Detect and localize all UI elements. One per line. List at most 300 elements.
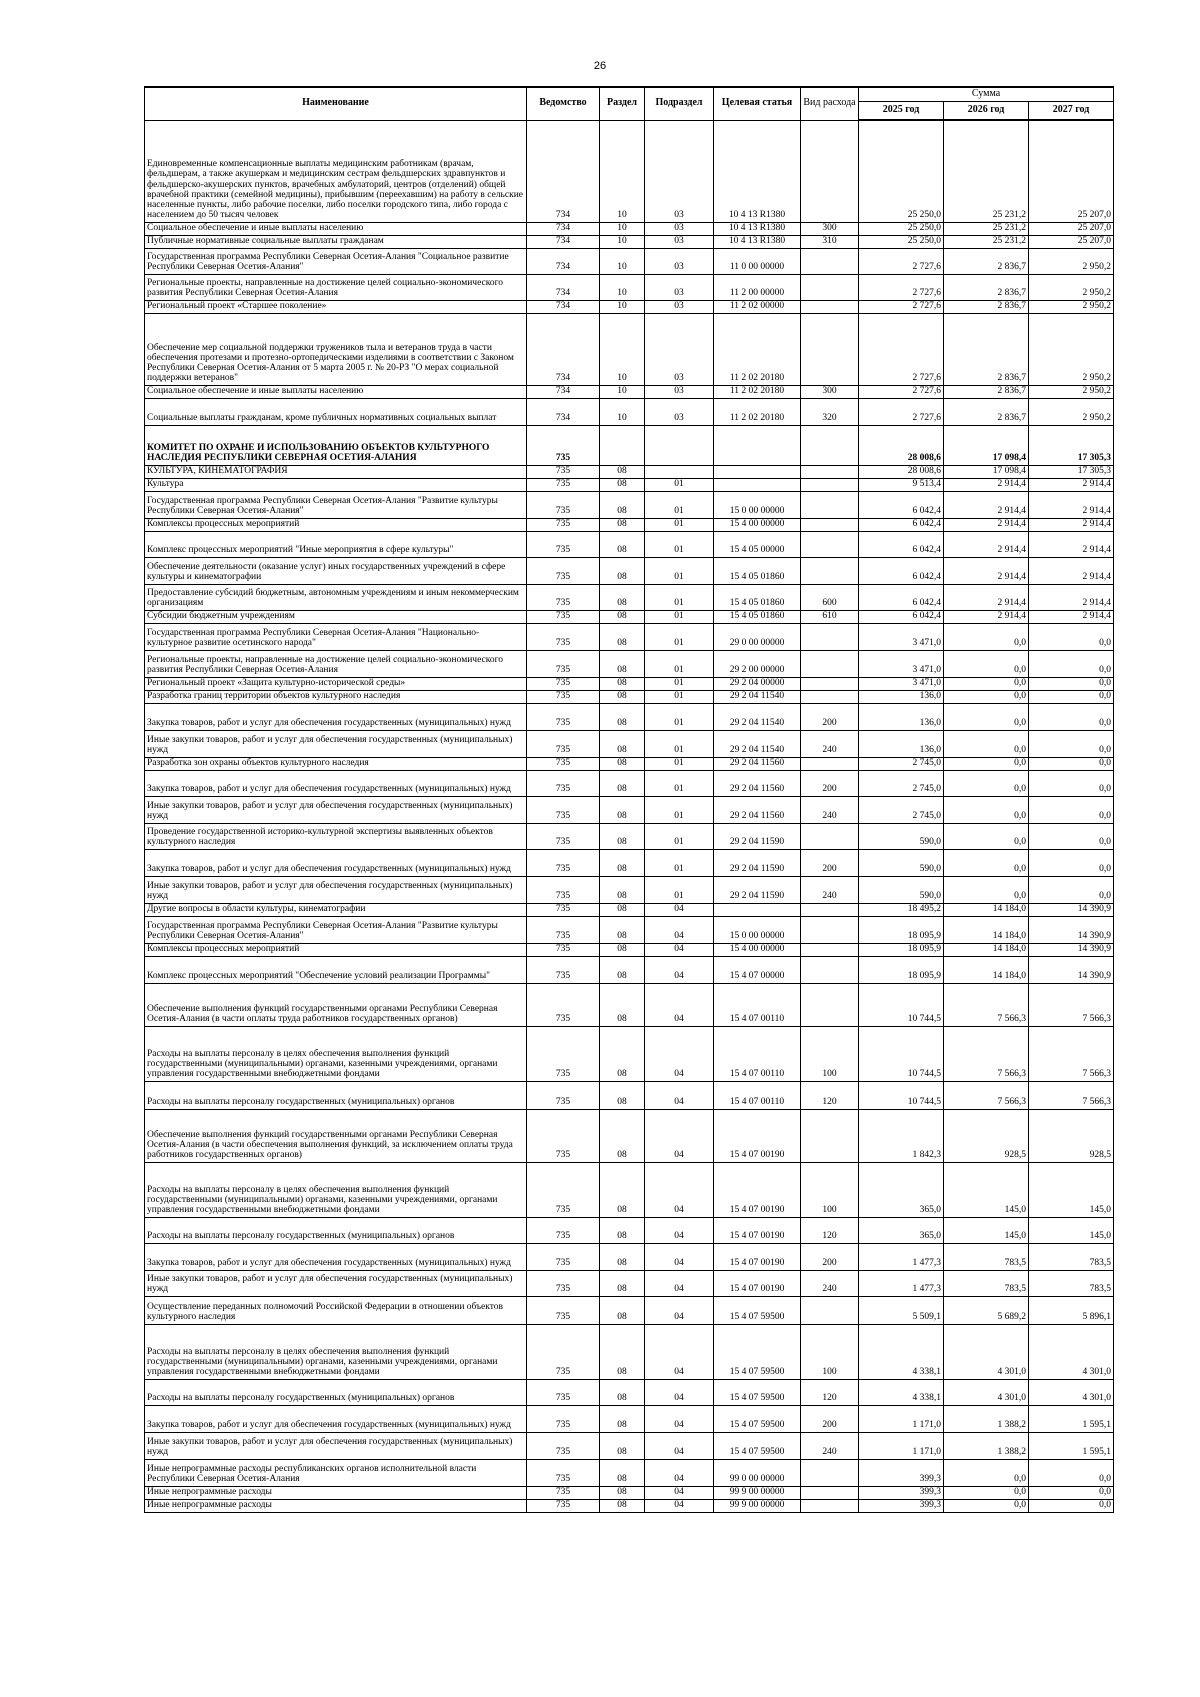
cell-sum-2025: 2 745,0 xyxy=(859,770,944,796)
cell-sum-2026: 7 566,3 xyxy=(944,1026,1029,1081)
cell-podrazdel: 04 xyxy=(645,1459,714,1486)
cell-vr xyxy=(801,650,859,677)
cell-vr xyxy=(801,757,859,770)
cell-sum-2026: 0,0 xyxy=(944,677,1029,690)
cell-sum-2027: 5 896,1 xyxy=(1029,1296,1114,1324)
cell-razdel: 10 xyxy=(600,222,645,235)
cell-podrazdel xyxy=(645,425,714,465)
cell-sum-2026: 0,0 xyxy=(944,757,1029,770)
cell-podrazdel: 01 xyxy=(645,770,714,796)
cell-podrazdel: 04 xyxy=(645,1405,714,1432)
cell-vr xyxy=(801,823,859,849)
cell-razdel: 08 xyxy=(600,650,645,677)
cell-csr: 29 2 04 11540 xyxy=(714,703,801,730)
cell-sum-2026: 2 914,4 xyxy=(944,584,1029,610)
cell-sum-2027: 145,0 xyxy=(1029,1217,1114,1243)
cell-csr: 99 9 00 00000 xyxy=(714,1499,801,1512)
cell-sum-2027: 783,5 xyxy=(1029,1270,1114,1296)
table-row xyxy=(145,1499,1114,1512)
cell-sum-2026: 7 566,3 xyxy=(944,1081,1029,1109)
cell-sum-2026: 2 836,7 xyxy=(944,398,1029,425)
cell-podrazdel: 01 xyxy=(645,650,714,677)
cell-razdel: 10 xyxy=(600,248,645,274)
table-row xyxy=(145,274,1114,300)
cell-vr: 320 xyxy=(801,398,859,425)
cell-ved: 735 xyxy=(527,757,600,770)
cell-name: КУЛЬТУРА, КИНЕМАТОГРАФИЯ xyxy=(145,465,527,478)
cell-vr: 240 xyxy=(801,1270,859,1296)
cell-vr: 240 xyxy=(801,1432,859,1459)
cell-ved: 735 xyxy=(527,1270,600,1296)
cell-csr: 15 4 07 59500 xyxy=(714,1405,801,1432)
cell-name: Региональный проект «Старшее поколение» xyxy=(145,300,527,313)
cell-sum-2026: 0,0 xyxy=(944,623,1029,650)
cell-podrazdel: 01 xyxy=(645,478,714,491)
cell-podrazdel: 01 xyxy=(645,491,714,518)
cell-sum-2027: 2 950,2 xyxy=(1029,274,1114,300)
header-ved: Ведомство xyxy=(527,87,600,120)
cell-vr xyxy=(801,1459,859,1486)
cell-csr: 11 0 00 00000 xyxy=(714,248,801,274)
header-podrazdel: Подраздел xyxy=(645,87,714,120)
cell-ved: 735 xyxy=(527,823,600,849)
cell-sum-2027: 2 914,4 xyxy=(1029,491,1114,518)
cell-sum-2027: 25 207,0 xyxy=(1029,222,1114,235)
table-row xyxy=(145,1432,1114,1459)
cell-vr xyxy=(801,313,859,385)
cell-sum-2026: 2 914,4 xyxy=(944,518,1029,531)
cell-razdel: 08 xyxy=(600,956,645,983)
cell-vr: 300 xyxy=(801,385,859,398)
cell-sum-2027: 0,0 xyxy=(1029,796,1114,823)
cell-razdel: 10 xyxy=(600,120,645,222)
cell-name: Региональные проекты, направленные на достижение целей социально-экономического развития Республики Северная Осетия-Алания xyxy=(145,650,527,677)
cell-csr: 29 2 00 00000 xyxy=(714,650,801,677)
cell-sum-2027: 0,0 xyxy=(1029,849,1114,876)
cell-ved: 734 xyxy=(527,313,600,385)
cell-csr: 29 2 04 11540 xyxy=(714,690,801,703)
cell-sum-2027: 2 950,2 xyxy=(1029,248,1114,274)
cell-sum-2027: 928,5 xyxy=(1029,1109,1114,1162)
cell-ved: 735 xyxy=(527,703,600,730)
cell-sum-2027: 2 950,2 xyxy=(1029,385,1114,398)
cell-podrazdel: 04 xyxy=(645,1486,714,1499)
cell-sum-2025: 399,3 xyxy=(859,1486,944,1499)
cell-csr: 15 4 07 00190 xyxy=(714,1217,801,1243)
cell-csr: 15 0 00 00000 xyxy=(714,916,801,943)
cell-sum-2026: 17 098,4 xyxy=(944,465,1029,478)
cell-podrazdel: 03 xyxy=(645,398,714,425)
cell-vr: 200 xyxy=(801,703,859,730)
cell-csr: 29 2 04 11590 xyxy=(714,876,801,903)
cell-sum-2027: 0,0 xyxy=(1029,1486,1114,1499)
cell-razdel: 08 xyxy=(600,1432,645,1459)
cell-sum-2025: 6 042,4 xyxy=(859,518,944,531)
cell-vr xyxy=(801,983,859,1026)
cell-name: Закупка товаров, работ и услуг для обеспечения государственных (муниципальных) нужд xyxy=(145,1405,527,1432)
cell-podrazdel: 01 xyxy=(645,849,714,876)
cell-ved: 735 xyxy=(527,1109,600,1162)
cell-name: Иные закупки товаров, работ и услуг для обеспечения государственных (муниципальных) нужд xyxy=(145,730,527,757)
cell-podrazdel: 04 xyxy=(645,1379,714,1405)
cell-sum-2025: 6 042,4 xyxy=(859,531,944,557)
cell-name: Иные непрограммные расходы xyxy=(145,1499,527,1512)
table-row xyxy=(145,1270,1114,1296)
cell-ved: 735 xyxy=(527,876,600,903)
cell-razdel: 08 xyxy=(600,1081,645,1109)
cell-sum-2027: 14 390,9 xyxy=(1029,916,1114,943)
cell-sum-2026: 2 836,7 xyxy=(944,385,1029,398)
table-row xyxy=(145,1026,1114,1081)
cell-sum-2025: 2 727,6 xyxy=(859,274,944,300)
cell-razdel: 08 xyxy=(600,903,645,916)
cell-razdel: 08 xyxy=(600,757,645,770)
cell-vr: 100 xyxy=(801,1026,859,1081)
cell-csr: 29 0 00 00000 xyxy=(714,623,801,650)
cell-podrazdel: 04 xyxy=(645,1499,714,1512)
table-row xyxy=(145,465,1114,478)
page-number: 26 xyxy=(593,60,607,72)
cell-csr: 29 2 04 11590 xyxy=(714,849,801,876)
cell-vr: 300 xyxy=(801,222,859,235)
cell-ved: 735 xyxy=(527,1459,600,1486)
cell-sum-2027: 2 914,4 xyxy=(1029,557,1114,584)
cell-name: Закупка товаров, работ и услуг для обеспечения государственных (муниципальных) нужд xyxy=(145,1243,527,1270)
table-row xyxy=(145,1162,1114,1217)
cell-sum-2027: 0,0 xyxy=(1029,1499,1114,1512)
cell-razdel: 08 xyxy=(600,1162,645,1217)
cell-vr: 600 xyxy=(801,584,859,610)
cell-csr: 99 9 00 00000 xyxy=(714,1486,801,1499)
cell-ved: 735 xyxy=(527,943,600,956)
cell-sum-2026: 0,0 xyxy=(944,823,1029,849)
cell-razdel: 08 xyxy=(600,1217,645,1243)
cell-sum-2027: 2 950,2 xyxy=(1029,300,1114,313)
cell-sum-2027: 25 207,0 xyxy=(1029,120,1114,222)
cell-sum-2027: 0,0 xyxy=(1029,650,1114,677)
cell-name: Комплексы процессных мероприятий xyxy=(145,518,527,531)
cell-sum-2025: 365,0 xyxy=(859,1162,944,1217)
cell-ved: 735 xyxy=(527,1243,600,1270)
cell-sum-2025: 10 744,5 xyxy=(859,1026,944,1081)
cell-name: Расходы на выплаты персоналу в целях обеспечения выполнения функций государственными (муниципальными) органами, казенными учреждениями, органами управления государственными внебюджетными фондами xyxy=(145,1162,527,1217)
cell-sum-2027: 4 301,0 xyxy=(1029,1379,1114,1405)
cell-ved: 735 xyxy=(527,491,600,518)
table-row xyxy=(145,1486,1114,1499)
cell-csr: 11 2 02 00000 xyxy=(714,300,801,313)
cell-razdel: 08 xyxy=(600,876,645,903)
cell-sum-2025: 2 745,0 xyxy=(859,796,944,823)
cell-csr xyxy=(714,478,801,491)
cell-name: Расходы на выплаты персоналу в целях обеспечения выполнения функций государственными (муниципальными) органами, казенными учреждениями, органами управления государственными внебюджетными фондами xyxy=(145,1324,527,1379)
cell-csr: 15 4 07 00190 xyxy=(714,1270,801,1296)
cell-sum-2027: 0,0 xyxy=(1029,730,1114,757)
cell-sum-2027: 4 301,0 xyxy=(1029,1324,1114,1379)
cell-podrazdel: 04 xyxy=(645,1324,714,1379)
cell-sum-2026: 0,0 xyxy=(944,703,1029,730)
cell-ved: 734 xyxy=(527,398,600,425)
cell-name: Осуществление переданных полномочий Российской Федерации в отношении объектов культурного наследия xyxy=(145,1296,527,1324)
cell-podrazdel: 04 xyxy=(645,1109,714,1162)
cell-vr xyxy=(801,943,859,956)
header-sum: Сумма xyxy=(859,87,1114,102)
cell-sum-2026: 783,5 xyxy=(944,1243,1029,1270)
cell-razdel: 08 xyxy=(600,1459,645,1486)
cell-sum-2026: 0,0 xyxy=(944,1499,1029,1512)
cell-ved: 735 xyxy=(527,770,600,796)
cell-name: Закупка товаров, работ и услуг для обеспечения государственных (муниципальных) нужд xyxy=(145,770,527,796)
cell-name: Разработка границ территории объектов культурного наследия xyxy=(145,690,527,703)
cell-sum-2026: 14 184,0 xyxy=(944,956,1029,983)
cell-csr: 15 4 07 00000 xyxy=(714,956,801,983)
cell-name: Единовременные компенсационные выплаты медицинским работникам (врачам, фельдшерам, а также акушеркам и медицинским сестрам фельдшерских здравпунктов и фельдшерско-акушерских пунктов, врачебных амбулаторий, центров (отделений) общей врачебной практики (семейной медицины), прибывшим (переехавшим) на работу в сельские населенные пункты, либо рабочие поселки, либо поселки городского типа, либо города с населением до 50 тысяч человек xyxy=(145,120,527,222)
cell-razdel: 10 xyxy=(600,313,645,385)
cell-sum-2026: 5 689,2 xyxy=(944,1296,1029,1324)
cell-sum-2025: 18 095,9 xyxy=(859,943,944,956)
cell-ved: 735 xyxy=(527,1081,600,1109)
cell-vr xyxy=(801,956,859,983)
cell-podrazdel xyxy=(645,465,714,478)
cell-razdel: 10 xyxy=(600,398,645,425)
cell-podrazdel: 01 xyxy=(645,757,714,770)
cell-csr: 15 4 07 00110 xyxy=(714,1081,801,1109)
cell-name: Публичные нормативные социальные выплаты гражданам xyxy=(145,235,527,248)
cell-sum-2026: 0,0 xyxy=(944,770,1029,796)
header-2026: 2026 год xyxy=(944,102,1029,121)
cell-name: Государственная программа Республики Северная Осетия-Алания "Социальное развитие Республики Северная Осетия-Алания" xyxy=(145,248,527,274)
cell-sum-2027: 17 305,3 xyxy=(1029,425,1114,465)
cell-sum-2026: 0,0 xyxy=(944,690,1029,703)
cell-podrazdel: 01 xyxy=(645,703,714,730)
cell-sum-2025: 25 250,0 xyxy=(859,222,944,235)
cell-sum-2027: 2 914,4 xyxy=(1029,478,1114,491)
cell-sum-2025: 2 727,6 xyxy=(859,313,944,385)
cell-vr: 120 xyxy=(801,1379,859,1405)
cell-name: Другие вопросы в области культуры, кинематографии xyxy=(145,903,527,916)
cell-razdel: 08 xyxy=(600,478,645,491)
cell-sum-2027: 0,0 xyxy=(1029,757,1114,770)
header-name: Наименование xyxy=(145,87,527,120)
cell-vr: 120 xyxy=(801,1217,859,1243)
table-body xyxy=(145,120,1114,1512)
cell-razdel: 08 xyxy=(600,730,645,757)
cell-ved: 735 xyxy=(527,1432,600,1459)
cell-ved: 735 xyxy=(527,425,600,465)
cell-razdel: 08 xyxy=(600,796,645,823)
cell-podrazdel: 04 xyxy=(645,1026,714,1081)
cell-vr xyxy=(801,491,859,518)
table-row xyxy=(145,557,1114,584)
table-row xyxy=(145,313,1114,385)
cell-ved: 735 xyxy=(527,650,600,677)
cell-sum-2025: 136,0 xyxy=(859,703,944,730)
cell-csr: 15 4 07 59500 xyxy=(714,1432,801,1459)
cell-sum-2026: 4 301,0 xyxy=(944,1379,1029,1405)
cell-ved: 735 xyxy=(527,1026,600,1081)
cell-podrazdel: 03 xyxy=(645,235,714,248)
cell-ved: 735 xyxy=(527,1217,600,1243)
cell-csr: 11 2 02 20180 xyxy=(714,313,801,385)
cell-sum-2027: 0,0 xyxy=(1029,1459,1114,1486)
cell-razdel: 10 xyxy=(600,274,645,300)
cell-name: Закупка товаров, работ и услуг для обеспечения государственных (муниципальных) нужд xyxy=(145,849,527,876)
cell-sum-2025: 3 471,0 xyxy=(859,677,944,690)
cell-csr: 15 4 07 00110 xyxy=(714,1026,801,1081)
cell-razdel: 08 xyxy=(600,823,645,849)
table-row xyxy=(145,1109,1114,1162)
cell-razdel: 10 xyxy=(600,385,645,398)
cell-name: Расходы на выплаты персоналу государственных (муниципальных) органов xyxy=(145,1081,527,1109)
cell-sum-2026: 2 914,4 xyxy=(944,557,1029,584)
cell-csr: 15 4 07 00190 xyxy=(714,1109,801,1162)
cell-sum-2027: 145,0 xyxy=(1029,1162,1114,1217)
cell-sum-2027: 2 914,4 xyxy=(1029,518,1114,531)
cell-sum-2027: 7 566,3 xyxy=(1029,983,1114,1026)
cell-name: Обеспечение деятельности (оказание услуг) иных государственных учреждений в сфере культуры и кинематографии xyxy=(145,557,527,584)
table-row xyxy=(145,531,1114,557)
cell-vr: 100 xyxy=(801,1162,859,1217)
cell-sum-2027: 2 914,4 xyxy=(1029,531,1114,557)
cell-ved: 735 xyxy=(527,610,600,623)
cell-vr xyxy=(801,248,859,274)
cell-razdel: 08 xyxy=(600,465,645,478)
cell-ved: 735 xyxy=(527,623,600,650)
cell-vr xyxy=(801,677,859,690)
cell-razdel: 10 xyxy=(600,235,645,248)
cell-sum-2027: 0,0 xyxy=(1029,677,1114,690)
cell-ved: 735 xyxy=(527,1296,600,1324)
table-row xyxy=(145,478,1114,491)
cell-sum-2026: 0,0 xyxy=(944,730,1029,757)
cell-sum-2025: 28 008,6 xyxy=(859,425,944,465)
cell-sum-2027: 1 595,1 xyxy=(1029,1405,1114,1432)
table-row xyxy=(145,385,1114,398)
table-row xyxy=(145,943,1114,956)
cell-sum-2025: 1 477,3 xyxy=(859,1243,944,1270)
cell-razdel: 08 xyxy=(600,1243,645,1270)
table-row xyxy=(145,235,1114,248)
cell-csr: 15 4 05 00000 xyxy=(714,531,801,557)
cell-ved: 735 xyxy=(527,1162,600,1217)
header-csr: Целевая статья xyxy=(714,87,801,120)
cell-ved: 735 xyxy=(527,730,600,757)
cell-sum-2025: 590,0 xyxy=(859,849,944,876)
table-row xyxy=(145,956,1114,983)
cell-razdel: 10 xyxy=(600,300,645,313)
cell-csr: 29 2 04 11560 xyxy=(714,796,801,823)
table-row xyxy=(145,1379,1114,1405)
cell-razdel: 08 xyxy=(600,703,645,730)
table-row xyxy=(145,1405,1114,1432)
cell-sum-2026: 783,5 xyxy=(944,1270,1029,1296)
cell-sum-2026: 0,0 xyxy=(944,650,1029,677)
cell-sum-2027: 14 390,9 xyxy=(1029,956,1114,983)
cell-razdel: 08 xyxy=(600,584,645,610)
cell-razdel: 08 xyxy=(600,943,645,956)
cell-podrazdel: 01 xyxy=(645,796,714,823)
cell-sum-2027: 0,0 xyxy=(1029,823,1114,849)
cell-name: Региональный проект «Защита культурно-исторической среды» xyxy=(145,677,527,690)
cell-name: Культура xyxy=(145,478,527,491)
budget-table xyxy=(144,86,1114,1513)
cell-podrazdel: 01 xyxy=(645,690,714,703)
cell-razdel: 08 xyxy=(600,1026,645,1081)
table-row xyxy=(145,584,1114,610)
cell-sum-2026: 25 231,2 xyxy=(944,120,1029,222)
cell-ved: 735 xyxy=(527,796,600,823)
cell-sum-2026: 1 388,2 xyxy=(944,1405,1029,1432)
cell-sum-2025: 365,0 xyxy=(859,1217,944,1243)
table-row xyxy=(145,491,1114,518)
cell-ved: 735 xyxy=(527,518,600,531)
cell-sum-2026: 7 566,3 xyxy=(944,983,1029,1026)
table-row xyxy=(145,248,1114,274)
cell-podrazdel: 03 xyxy=(645,248,714,274)
cell-vr xyxy=(801,274,859,300)
cell-sum-2025: 590,0 xyxy=(859,876,944,903)
header-2025: 2025 год xyxy=(859,102,944,121)
cell-razdel: 08 xyxy=(600,1486,645,1499)
cell-sum-2026: 14 184,0 xyxy=(944,903,1029,916)
cell-sum-2025: 18 095,9 xyxy=(859,956,944,983)
table-row xyxy=(145,1081,1114,1109)
cell-name: Иные закупки товаров, работ и услуг для обеспечения государственных (муниципальных) нужд xyxy=(145,796,527,823)
cell-csr xyxy=(714,465,801,478)
table-row xyxy=(145,876,1114,903)
cell-name: Иные непрограммные расходы xyxy=(145,1486,527,1499)
cell-vr xyxy=(801,478,859,491)
cell-podrazdel: 04 xyxy=(645,956,714,983)
cell-sum-2026: 2 836,7 xyxy=(944,274,1029,300)
cell-sum-2026: 0,0 xyxy=(944,1459,1029,1486)
cell-razdel xyxy=(600,425,645,465)
cell-vr: 310 xyxy=(801,235,859,248)
cell-sum-2025: 10 744,5 xyxy=(859,1081,944,1109)
cell-vr xyxy=(801,531,859,557)
table-row xyxy=(145,1459,1114,1486)
cell-sum-2025: 25 250,0 xyxy=(859,120,944,222)
cell-sum-2025: 136,0 xyxy=(859,730,944,757)
cell-ved: 735 xyxy=(527,677,600,690)
cell-ved: 734 xyxy=(527,222,600,235)
cell-ved: 735 xyxy=(527,1499,600,1512)
cell-sum-2026: 2 914,4 xyxy=(944,531,1029,557)
table-row xyxy=(145,120,1114,222)
cell-sum-2025: 4 338,1 xyxy=(859,1324,944,1379)
cell-name: Иные закупки товаров, работ и услуг для обеспечения государственных (муниципальных) нужд xyxy=(145,876,527,903)
cell-ved: 735 xyxy=(527,478,600,491)
table-row xyxy=(145,398,1114,425)
cell-ved: 735 xyxy=(527,1486,600,1499)
cell-ved: 734 xyxy=(527,120,600,222)
table-row xyxy=(145,796,1114,823)
cell-vr xyxy=(801,690,859,703)
table-row xyxy=(145,518,1114,531)
cell-sum-2027: 0,0 xyxy=(1029,876,1114,903)
cell-podrazdel: 04 xyxy=(645,943,714,956)
cell-sum-2027: 25 207,0 xyxy=(1029,235,1114,248)
cell-csr: 15 4 05 01860 xyxy=(714,610,801,623)
table-row xyxy=(145,730,1114,757)
cell-vr xyxy=(801,300,859,313)
cell-csr: 15 4 07 59500 xyxy=(714,1379,801,1405)
table-row xyxy=(145,757,1114,770)
cell-sum-2027: 2 914,4 xyxy=(1029,584,1114,610)
cell-vr xyxy=(801,465,859,478)
cell-name: Расходы на выплаты персоналу государственных (муниципальных) органов xyxy=(145,1217,527,1243)
cell-podrazdel: 01 xyxy=(645,610,714,623)
cell-podrazdel: 03 xyxy=(645,120,714,222)
